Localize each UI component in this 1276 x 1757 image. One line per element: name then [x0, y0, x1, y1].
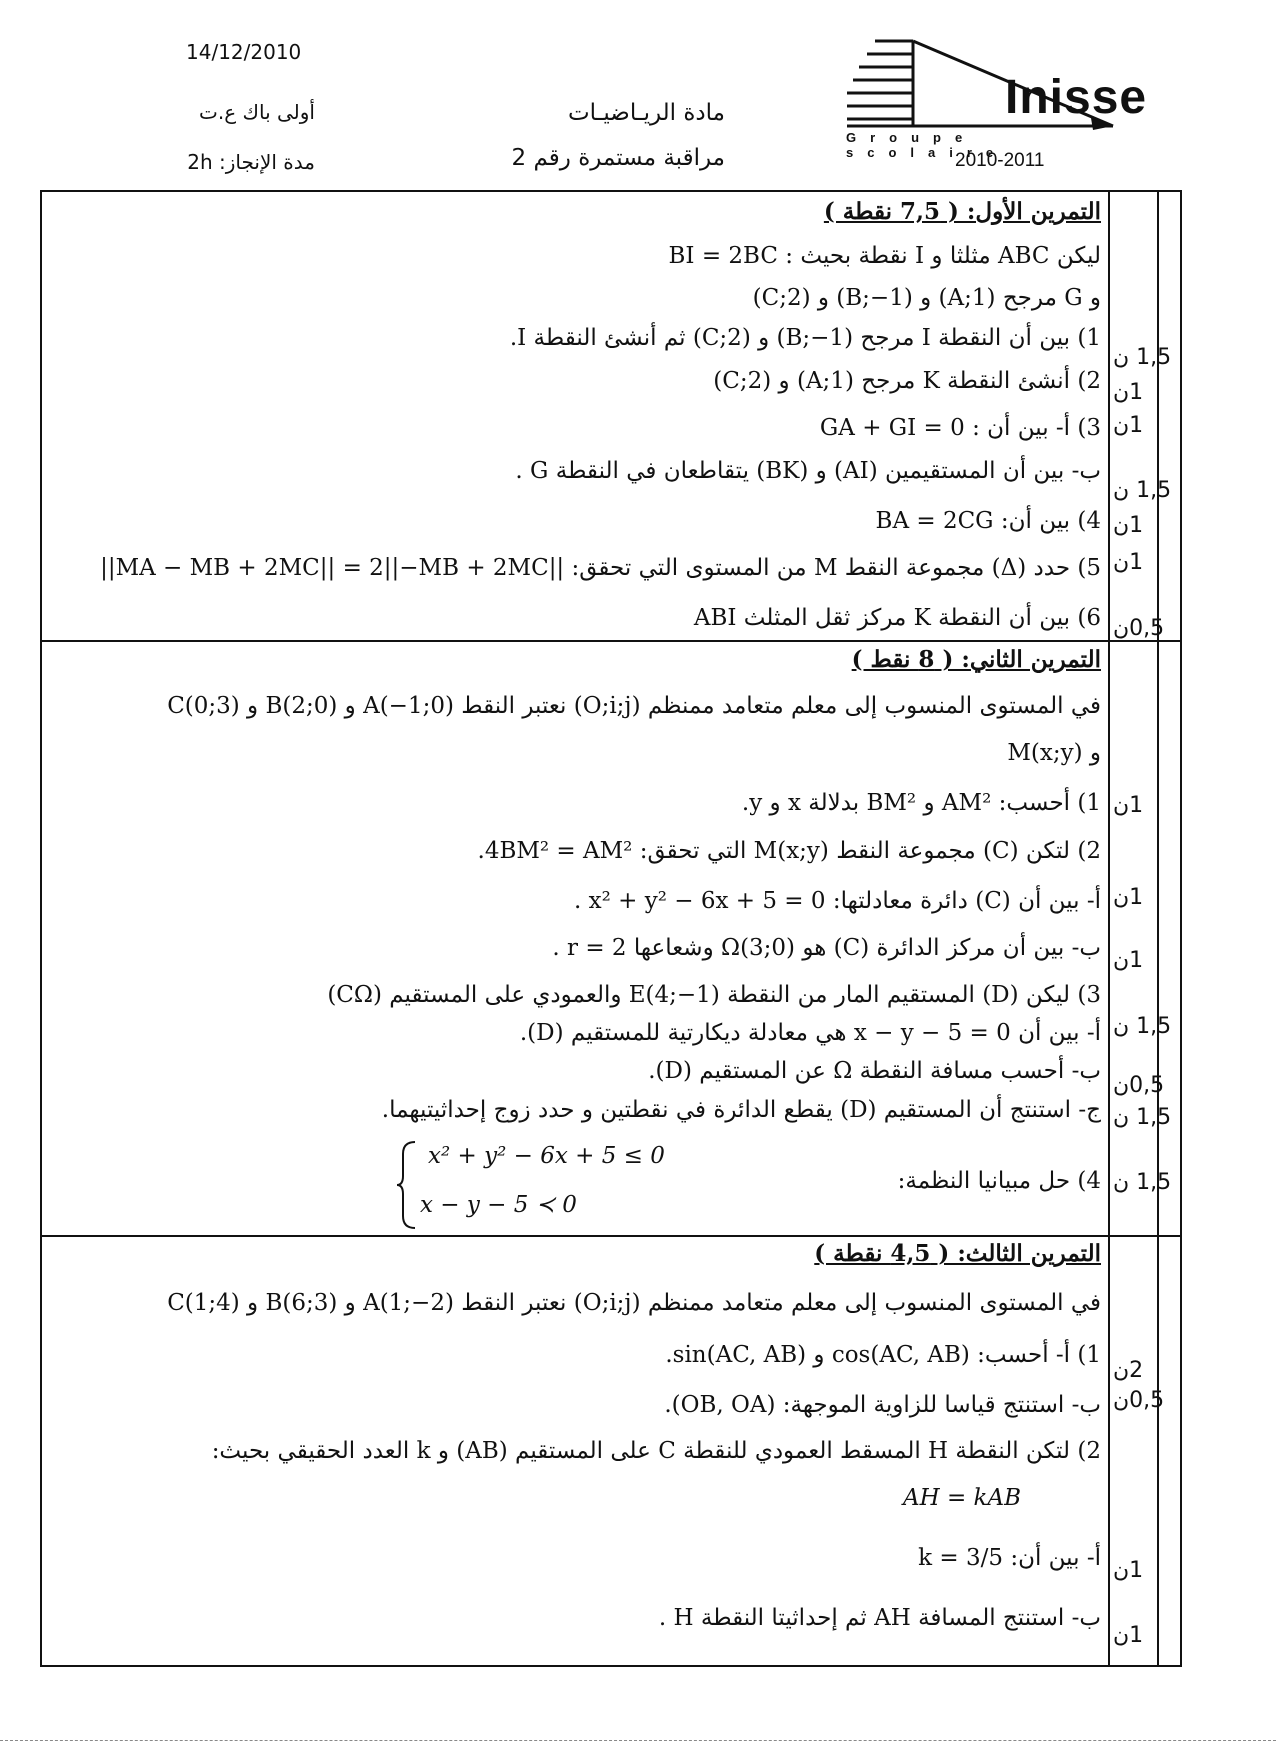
exercise1-line: ب- بين أن المستقيمين (AI) و (BK) يتقاطعان في النقطة G . [515, 458, 1101, 484]
points: 1,5 ن [1113, 345, 1172, 370]
points: 1ن [1113, 1623, 1144, 1648]
exercise2-line: 3) ليكن (D) المستقيم المار من النقطة E(4;−1) والعمودي على المستقيم (CΩ) [327, 982, 1101, 1008]
points: 1ن [1113, 1558, 1144, 1583]
exercise1-line: 1) بين أن النقطة I مرجح (B;−1) و (C;2) ثم أنشئ النقطة I. [509, 325, 1101, 351]
row-divider-2 [40, 1235, 1182, 1237]
exercise2-line: في المستوى المنسوب إلى معلم متعامد ممنظم (O;i;j) نعتبر النقط A(−1;0) و B(2;0) و C(0;3) [167, 693, 1101, 719]
exercise2-line: x² + y² − 6x + 5 ≤ 0 [428, 1143, 665, 1169]
exercise1-line: 5) حدد (Δ) مجموعة النقط M من المستوى التي تحقق: ||MA − MB + 2MC|| = 2||−MB + 2MC|| [100, 555, 1101, 581]
exercise3-line: 1) أ- أحسب: cos(AC, AB) و sin(AC, AB). [665, 1342, 1101, 1368]
exercise2-line: ب- أحسب مسافة النقطة Ω عن المستقيم (D). [648, 1058, 1101, 1084]
points: 1,5 ن [1113, 1105, 1172, 1130]
exercise1-line: 6) بين أن النقطة K مركز ثقل المثلث ABI [693, 605, 1101, 631]
exercise2-line: أ- بين أن (C) دائرة معادلتها: x² + y² − 6x + 5 = 0 . [574, 888, 1101, 914]
exercise2-line: 1) أحسب: AM² و BM² بدلالة x و y. [741, 790, 1101, 816]
exercise2-line: ج- استنتج أن المستقيم (D) يقطع الدائرة في نقطتين و حدد زوج إحداثيتيهما. [381, 1097, 1101, 1123]
class-level: أولى باك ع.ت [199, 100, 315, 124]
points: 0,5ن [1113, 1388, 1165, 1413]
points: 1ن [1113, 550, 1144, 575]
exercise1-line: و G مرجح (A;1) و (B;−1) و (C;2) [752, 285, 1101, 311]
points: 1,5 ن [1113, 478, 1172, 503]
exam-date: 14/12/2010 [186, 40, 302, 64]
exercise1-title: التمرين الأول: ( 7,5 نقطة ) [823, 198, 1101, 225]
points: 1,5 ن [1113, 1014, 1172, 1039]
points: 0,5ن [1113, 616, 1165, 641]
exercise2-line: أ- بين أن x − y − 5 = 0 هي معادلة ديكارتية للمستقيم (D). [519, 1020, 1101, 1046]
points: 1ن [1113, 948, 1144, 973]
exercise3-line: في المستوى المنسوب إلى معلم متعامد ممنظم (O;i;j) نعتبر النقط A(1;−2) و B(6;3) و C(1;4) [167, 1290, 1101, 1316]
exam-duration: مدة الإنجاز: 2h [187, 150, 315, 174]
exercise1-line: 2) أنشئ النقطة K مرجح (A;1) و (C;2) [713, 368, 1101, 394]
school-year: 2010-2011 [955, 150, 1045, 171]
points: 1ن [1113, 885, 1144, 910]
points: 1ن [1113, 413, 1144, 438]
points: 0,5ن [1113, 1073, 1165, 1098]
points: 2ن [1113, 1358, 1144, 1383]
exercise3-title: التمرين الثالث: ( 4,5 نقطة ) [814, 1240, 1101, 1267]
points: 1,5 ن [1113, 1170, 1172, 1195]
points: 1ن [1113, 380, 1144, 405]
exercise1-line: ليكن ABC مثلثا و I نقطة بحيث : BI = 2BC [668, 243, 1101, 269]
subject-title: مادة الريـاضيـات [567, 100, 725, 126]
exercise3-line: ب- استنتج قياسا للزاوية الموجهة: (OB, OA). [664, 1392, 1101, 1418]
exercise2-line: 4) حل مبيانيا النظمة: [897, 1168, 1101, 1194]
exercise2-title: التمرين الثاني: ( 8 نقط ) [851, 646, 1101, 673]
exercise3-line: ب- استنتج المسافة AH ثم إحداثيتا النقطة H . [658, 1605, 1101, 1631]
logo-name: Inisse [1005, 71, 1148, 124]
system-brace [395, 1140, 417, 1230]
exercise2-line: x − y − 5 ≺ 0 [420, 1192, 577, 1218]
exercise1-line: 4) بين أن: BA = 2CG [875, 508, 1101, 534]
points: 1ن [1113, 793, 1144, 818]
page-bottom-rule [0, 1740, 1276, 1741]
exercise2-line: ب- بين أن مركز الدائرة (C) هو Ω(3;0) وشعاعها r = 2 . [552, 935, 1101, 961]
test-title: مراقبة مستمرة رقم 2 [511, 145, 725, 171]
exercise3-line: AH = kAB [902, 1485, 1021, 1511]
row-divider-1 [40, 640, 1182, 642]
exercise3-line: أ- بين أن: k = 3/5 [918, 1545, 1101, 1571]
exercise3-line: 2) لتكن النقطة H المسقط العمودي للنقطة C على المستقيم (AB) و k العدد الحقيقي بحيث: [211, 1438, 1101, 1464]
column-divider-2 [1157, 190, 1159, 1667]
points: 1ن [1113, 513, 1144, 538]
column-divider-1 [1108, 190, 1110, 1667]
logo-subtitle: Groupe scolaire [846, 130, 1008, 160]
exercise1-line: 3) أ- بين أن : GA + GI = 0 [819, 415, 1101, 441]
exercise2-line: 2) لتكن (C) مجموعة النقط M(x;y) التي تحقق: 4BM² = AM². [477, 838, 1101, 864]
exercise2-line: و M(x;y) [1007, 740, 1101, 766]
